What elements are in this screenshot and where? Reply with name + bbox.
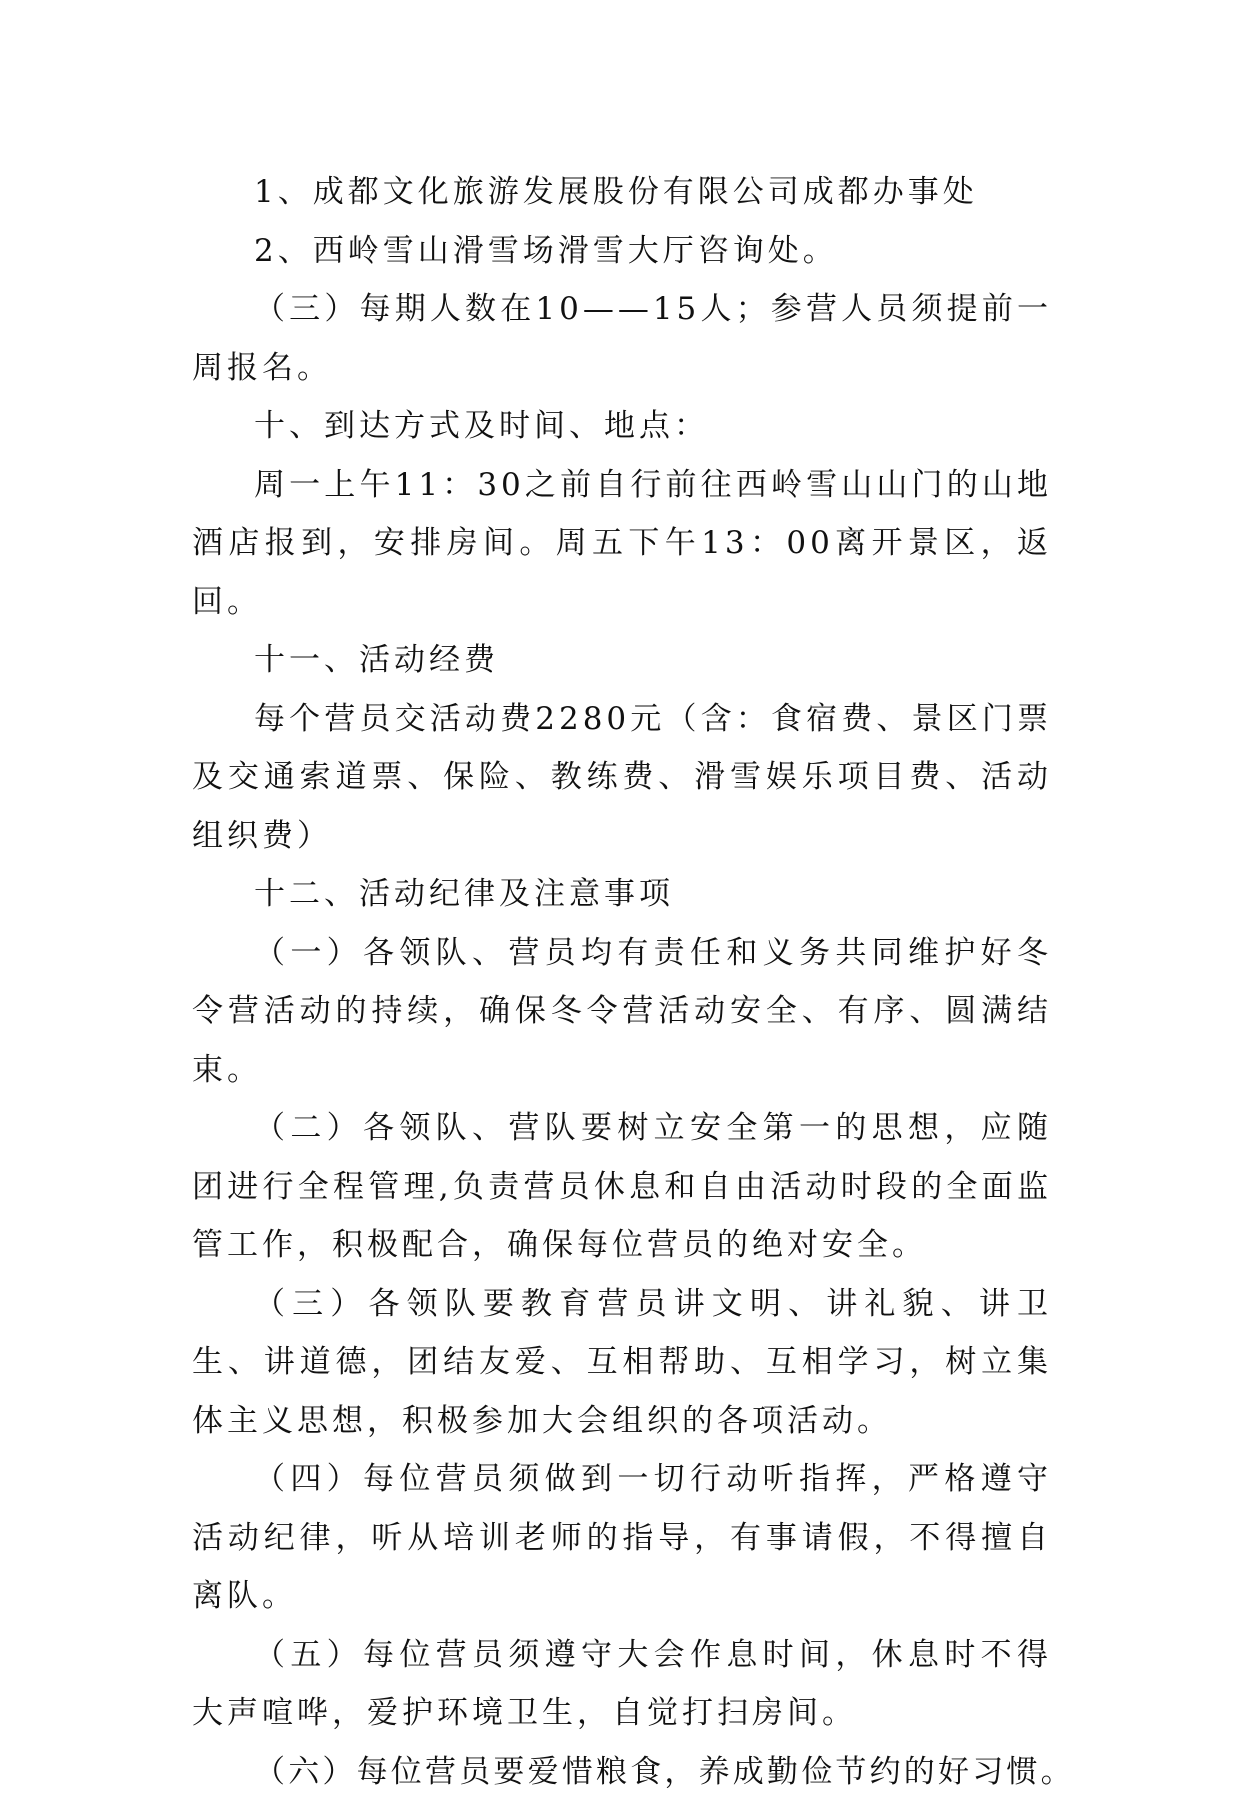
paragraph-rule-6: （六）每位营员要爱惜粮食，养成勤俭节约的好习惯。 <box>192 1743 1052 1801</box>
heading-arrival: 十、到达方式及时间、地点： <box>192 397 1052 456</box>
heading-discipline: 十二、活动纪律及注意事项 <box>192 865 1052 924</box>
heading-fees: 十一、活动经费 <box>192 631 1052 690</box>
paragraph-rule-5: （五）每位营员须遵守大会作息时间，休息时不得大声喧哗，爱护环境卫生，自觉打扫房间。 <box>192 1626 1052 1743</box>
paragraph-rule-3: （三）各领队要教育营员讲文明、讲礼貌、讲卫生、讲道德，团结友爱、互相帮助、互相学习，树立集体主义思想，积极参加大会组织的各项活动。 <box>192 1275 1052 1451</box>
paragraph-contact-1: 1、成都文化旅游发展股份有限公司成都办事处 <box>192 163 1052 222</box>
paragraph-group-size: （三）每期人数在10——15人；参营人员须提前一周报名。 <box>192 280 1052 397</box>
paragraph-fees-details: 每个营员交活动费2280元（含：食宿费、景区门票及交通索道票、保险、教练费、滑雪娱乐项目费、活动组织费） <box>192 690 1052 866</box>
paragraph-contact-2: 2、西岭雪山滑雪场滑雪大厅咨询处。 <box>192 222 1052 281</box>
paragraph-rule-2: （二）各领队、营队要树立安全第一的思想，应随团进行全程管理,负责营员休息和自由活动时段的全面监管工作，积极配合，确保每位营员的绝对安全。 <box>192 1099 1052 1275</box>
document-body <box>192 163 1052 1801</box>
paragraph-rule-1: （一）各领队、营员均有责任和义务共同维护好冬令营活动的持续，确保冬令营活动安全、有序、圆满结束。 <box>192 924 1052 1100</box>
paragraph-rule-4: （四）每位营员须做到一切行动听指挥，严格遵守活动纪律，听从培训老师的指导，有事请假，不得擅自离队。 <box>192 1450 1052 1626</box>
paragraph-arrival-details: 周一上午11：30之前自行前往西岭雪山山门的山地酒店报到，安排房间。周五下午13：00离开景区，返回。 <box>192 456 1052 632</box>
